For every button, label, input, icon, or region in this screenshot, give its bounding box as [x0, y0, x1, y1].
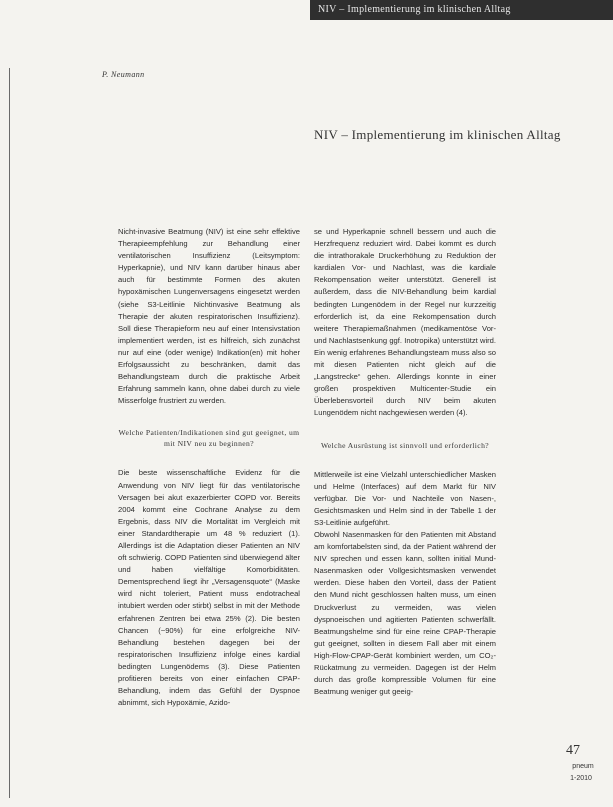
body-paragraph: Die beste wissenschaftliche Evidenz für die Anwendung von NIV liegt für das ventilatorische Versagen bei akut exazerbierter COPD vor. Bereits 2004 kommt eine Cochrane Analyse zu dem Ergebnis, dass NIV die Mortalität im Vergleich mit einer Standardtherapie um 48 % reduziert (1). Allerdings ist die Adaptation dieser Patienten an NIV oft schwierig. COPD Patienten sind überwiegend älter und haben vielfältige Komorbiditäten. Dementsprechend liegt ihr „Versagensquote“ (Maske wird nicht toleriert, Patient muss endotracheal intubiert werden oder stirbt) selbst in mit der Methode erfahrenen Zentren bei etwa 25% (2). Die besten Chancen (~90%) für eine erfolgreiche NIV-Behandlung bestehen dagegen bei der respiratorischen Insuffizienz infolge eines kardial bedingten Lungenödems (3). Diese Patienten profitieren bereits von einer einfachen CPAP-Behandlung, indem das Gefühl der Dyspnoe abnimmt, sich Hypoxämie, Azido- [118, 468, 300, 708]
running-header: NIV – Implementierung im klinischen Alltag [310, 0, 613, 20]
section-heading-patients: Welche Patienten/Indikationen sind gut geeignet, um mit NIV neu zu beginnen? [118, 428, 300, 449]
right-column [314, 226, 496, 698]
section-heading-equipment: Welche Ausrüstung ist sinnvoll und erforderlich? [320, 440, 490, 450]
body-paragraph: se und Hyperkapnie schnell bessern und auch die Herzfrequenz reduziert wird. Dabei kommt es durch die intrathorakale Druckerhöhung zu Reduktion der kardialen Vor- und Nachlast, was die kardiale Rekompensation weiter unterstützt. Generell ist außerdem, dass die NIV-Behandlung beim kardial bedingten Lungenödem in der Regel nur kurzzeitig erforderlich ist, da eine Rekompensation durch weitere Therapiemaßnahmen (medikamentöse Vor- und Nachlastsenkung ggf. Inotropika) unterstützt wird. Ein wenig erfahrenes Behandlungsteam muss also so mit diesen Patienten nicht gleich auf die „Langstrecke“ gehen. Allerdings konnte in einer großen prospektiven Multicenter-Studie ein Überlebensvorteil durch NIV beim akuten Lungenödem nicht nachgewiesen werden (4). [314, 227, 496, 418]
author-name: P. Neumann [102, 70, 145, 79]
article-title: NIV – Implementierung im klinischen Alltag [314, 127, 561, 142]
intro-paragraph: Nicht-invasive Beatmung (NIV) ist eine sehr effektive Therapieempfehlung zur Behandlung einer ventilatorischen Insuffizienz (Leitsymptom: Hyperkapnie), und NIV kann darüber hinaus aber auch für bestimmte Formen des akuten hypoxämischen Lungenversagens eingesetzt werden (siehe S3-Leitlinie Nichtinvasive Beatmung als Therapie der akuten respiratorischen Insuffizienz). Soll diese Therapieform neu auf einer Intensivstation implementiert werden, ist es hilfreich, sich zunächst nur auf eine (oder wenige) Indikation(en) mit hoher Erfolgsaussicht zu beschränken, damit das Behandlungsteam durch die praktische Arbeit Erfahrung sammeln kann, ohne dabei durch zu viele Misserfolge frustriert zu werden. [118, 227, 300, 406]
journal-name: pneum [572, 763, 594, 770]
body-paragraph: Obwohl Nasenmasken für den Patienten mit Abstand am komfortabelsten sind, da der Patient während der NIV sprechen und essen kann, sollten initial Mund-Nasenmasken oder Vollgesichtsmasken verwendet werden. Diese haben den Vorteil, dass der Patient den Mund nicht geschlossen halten muss, um einen Druckverlust zu vermeiden, was vielen dyspnoeischen und agitierten Patienten schwerfällt. Beatmungshelme sind für eine reine CPAP-Therapie gut geeignet, sollten in diesem Fall aber mit einem High-Flow-CPAP-Gerät kombiniert werden, um CO₂-Rückatmung zu vermeiden. Dagegen ist der Helm durch das große kompressible Volumen für eine Beatmung weniger gut geeig- [314, 529, 496, 697]
issue-number: 1-2010 [570, 775, 592, 782]
left-column [118, 226, 300, 709]
body-paragraph: Mittlerweile ist eine Vielzahl unterschiedlicher Masken und Helme (Interfaces) auf dem Markt für NIV verfügbar. Die Vor- und Nachteile von Nasen-, Gesichtsmasken und Helm sind in der Tabelle 1 der S3-Leitlinie aufgeführt. [314, 469, 496, 527]
margin-rule [9, 68, 10, 798]
page-number: 47 [566, 743, 580, 758]
